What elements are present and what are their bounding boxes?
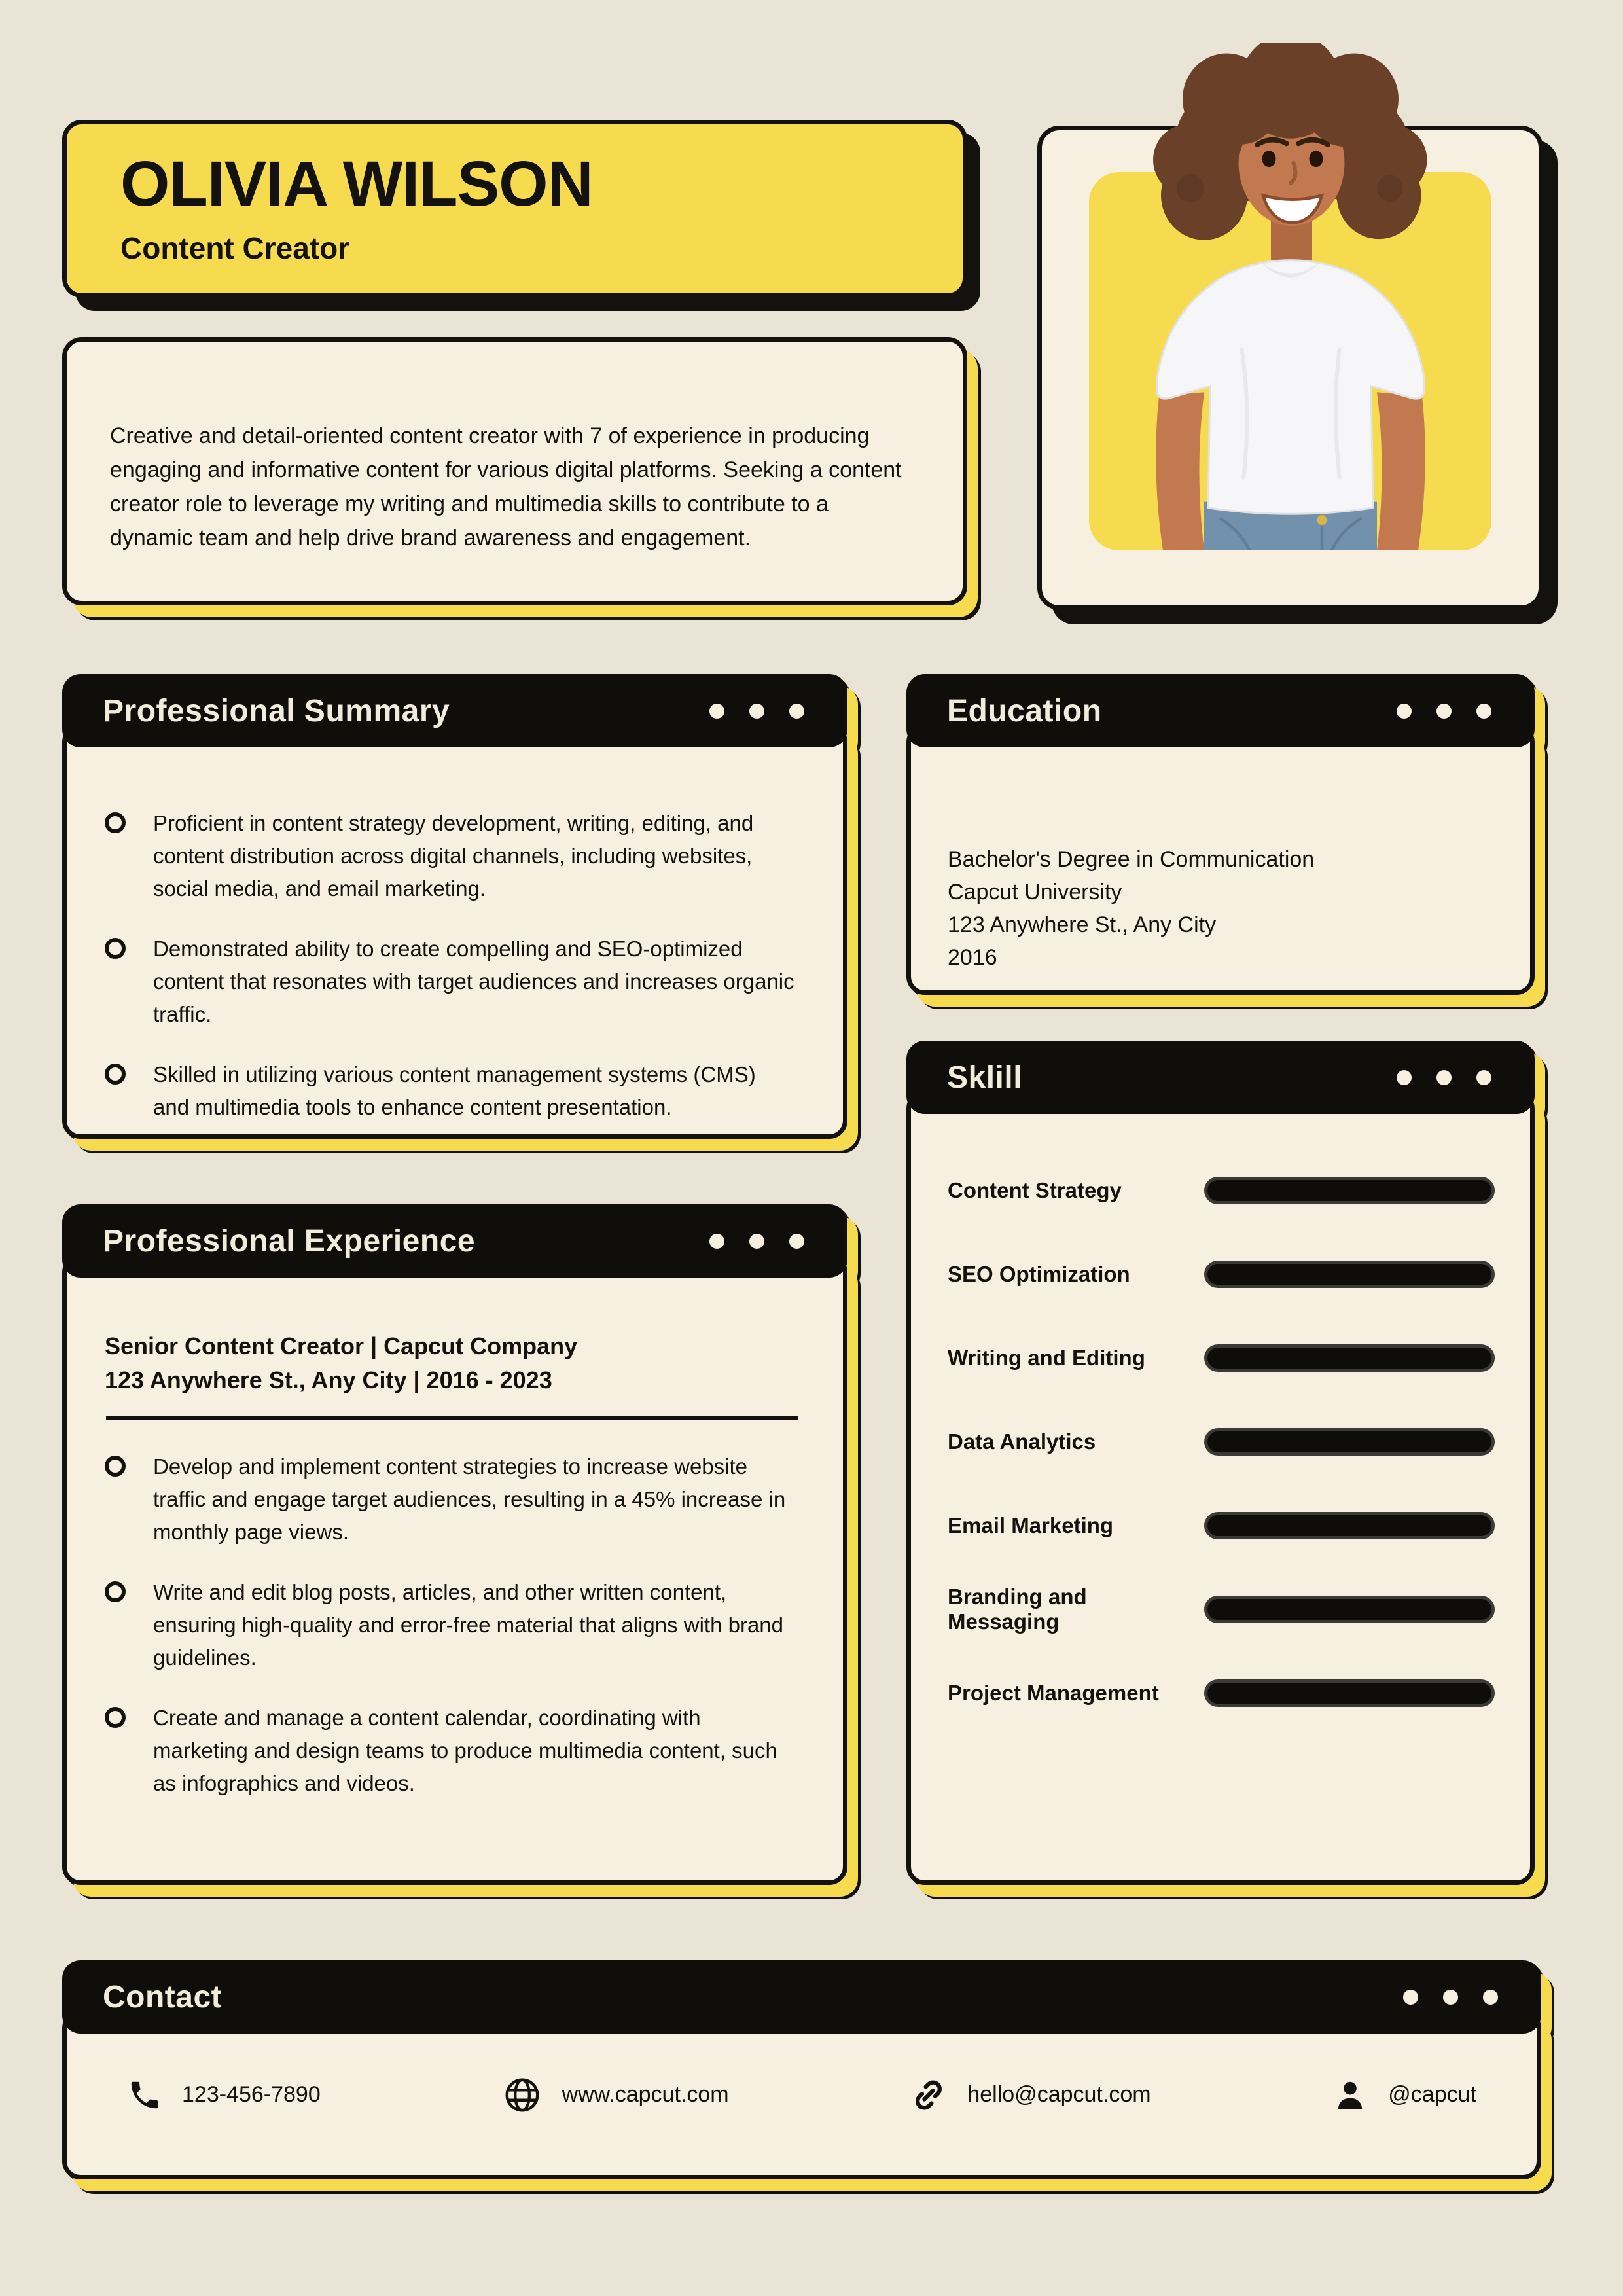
summary-bullet-text: Proficient in content strategy development, writing, editing, and content distribution across digital channels, including websites, social media, and email marketing. — [153, 811, 754, 901]
experience-bullet — [105, 1702, 800, 1800]
skills-section — [906, 1041, 1535, 1885]
skill-row — [948, 1316, 1495, 1400]
window-dots — [1394, 1067, 1494, 1088]
contact-website — [502, 2075, 729, 2115]
education-address: 123 Anywhere St., Any City — [948, 912, 1217, 937]
window-dots — [707, 701, 807, 721]
skill-row — [948, 1568, 1495, 1651]
skill-label: Writing and Editing — [948, 1346, 1145, 1370]
contact-phone — [127, 2077, 321, 2113]
window-dots — [1400, 1987, 1501, 2007]
contact-header — [62, 1960, 1541, 2034]
experience-bullet — [105, 1450, 800, 1549]
job-location-dates: 123 Anywhere St., Any City | 2016 - 2023 — [105, 1367, 552, 1393]
skill-row — [948, 1484, 1495, 1568]
professional-experience-header — [62, 1204, 847, 1278]
window-dots — [707, 1231, 807, 1251]
phone-number: 123-456-7890 — [182, 2082, 321, 2107]
skill-progress-bar — [1204, 1177, 1495, 1204]
summary-bullet-text: Demonstrated ability to create compelling and SEO-optimized content that resonates with target audiences and increases organic traffic. — [153, 937, 794, 1026]
section-title: Education — [947, 693, 1102, 728]
window-dot — [1480, 1987, 1501, 2007]
summary-bullet — [105, 1058, 797, 1124]
skill-label: Email Marketing — [948, 1513, 1114, 1537]
circle-bullet-icon — [105, 938, 126, 959]
window-dot — [1440, 1987, 1461, 2007]
skill-progress-bar — [1204, 1512, 1495, 1539]
skill-label: Data Analytics — [948, 1429, 1096, 1454]
skill-row — [948, 1400, 1495, 1484]
phone-icon — [127, 2077, 162, 2113]
window-dot — [787, 1231, 807, 1251]
summary-bullet-text: Skilled in utilizing various content management systems (CMS) and multimedia tools to enhance content presentation. — [153, 1062, 756, 1119]
email-address: hello@capcut.com — [967, 2082, 1151, 2107]
link-icon — [910, 2076, 948, 2114]
window-dot — [707, 1231, 727, 1251]
summary-bullet — [105, 807, 797, 905]
circle-bullet-icon — [105, 1581, 126, 1602]
skill-label: Content Strategy — [948, 1178, 1122, 1202]
section-title: Contact — [103, 1979, 223, 2015]
skill-row — [948, 1149, 1495, 1232]
contact-social — [1332, 2077, 1476, 2113]
skill-row — [948, 1651, 1495, 1735]
experience-bullet-text: Write and edit blog posts, articles, and other written content, ensuring high-quality and error-free material that aligns with brand guidelines. — [153, 1580, 784, 1670]
circle-bullet-icon — [105, 1707, 126, 1728]
section-title: Professional Experience — [103, 1223, 476, 1259]
education-school: Capcut University — [948, 880, 1122, 905]
skills-header — [906, 1041, 1535, 1114]
education-year: 2016 — [948, 945, 997, 970]
summary-bullet — [105, 933, 797, 1031]
experience-bullet-text: Develop and implement content strategies to increase website traffic and engage target audiences, resulting in a 45% increase in monthly page views. — [153, 1454, 786, 1544]
circle-bullet-icon — [105, 812, 126, 833]
window-dot — [1434, 701, 1454, 721]
website-url: www.capcut.com — [562, 2082, 729, 2107]
globe-icon — [502, 2075, 543, 2115]
window-dots — [1394, 701, 1494, 721]
intro-text: Creative and detail-oriented content creator with 7 of experience in producing engaging and informative content for various digital platforms. Seeking a content creator role to leverage my writing and multimedia skills to contribute to a dynamic team and help drive brand awareness and engagement. — [110, 423, 902, 550]
skill-progress-bar — [1204, 1428, 1495, 1456]
section-title: Sklill — [947, 1060, 1023, 1095]
window-dot — [1474, 1067, 1494, 1088]
section-title: Professional Summary — [103, 693, 450, 728]
skill-progress-bar — [1204, 1261, 1495, 1288]
job-title: Senior Content Creator | Capcut Company — [105, 1333, 578, 1359]
skill-label: Project Management — [948, 1681, 1159, 1705]
contact-section — [62, 1960, 1541, 2179]
professional-experience-section — [62, 1204, 847, 1885]
contact-body — [62, 2010, 1541, 2179]
skill-row — [948, 1232, 1495, 1316]
page-title: OLIVIA WILSON — [120, 148, 593, 219]
circle-bullet-icon — [105, 1456, 126, 1477]
window-dot — [1400, 1987, 1421, 2007]
window-dot — [1394, 1067, 1414, 1088]
education-degree: Bachelor's Degree in Communication — [948, 847, 1315, 872]
experience-bullet-text: Create and manage a content calendar, coordinating with marketing and design teams to produce multimedia content, such as infographics and videos. — [153, 1706, 777, 1795]
window-dot — [1394, 701, 1414, 721]
education-header — [906, 674, 1535, 747]
window-dot — [707, 701, 727, 721]
contact-email — [910, 2076, 1150, 2114]
education-section — [906, 674, 1535, 995]
window-dot — [747, 1231, 767, 1251]
intro-card — [62, 337, 967, 605]
job-role-subtitle: Content Creator — [120, 230, 350, 265]
window-dot — [747, 701, 767, 721]
divider — [106, 1416, 798, 1420]
skill-progress-bar — [1204, 1596, 1495, 1623]
window-dot — [1474, 701, 1494, 721]
professional-summary-body — [62, 724, 847, 1139]
experience-bullet — [105, 1576, 800, 1674]
skill-progress-bar — [1204, 1344, 1495, 1372]
window-dot — [1434, 1067, 1454, 1088]
education-body — [906, 724, 1535, 995]
skill-label: Branding and Messaging — [948, 1585, 1087, 1634]
professional-summary-section — [62, 674, 847, 1139]
skill-label: SEO Optimization — [948, 1262, 1130, 1286]
social-handle: @capcut — [1388, 2082, 1476, 2107]
skills-body — [906, 1090, 1535, 1885]
professional-summary-header — [62, 674, 847, 747]
circle-bullet-icon — [105, 1064, 126, 1085]
profile-photo — [1094, 43, 1487, 550]
person-icon — [1332, 2077, 1368, 2113]
professional-experience-body — [62, 1254, 847, 1885]
name-card — [62, 120, 967, 298]
photo-card — [1037, 126, 1543, 610]
skill-progress-bar — [1204, 1679, 1495, 1707]
window-dot — [787, 701, 807, 721]
